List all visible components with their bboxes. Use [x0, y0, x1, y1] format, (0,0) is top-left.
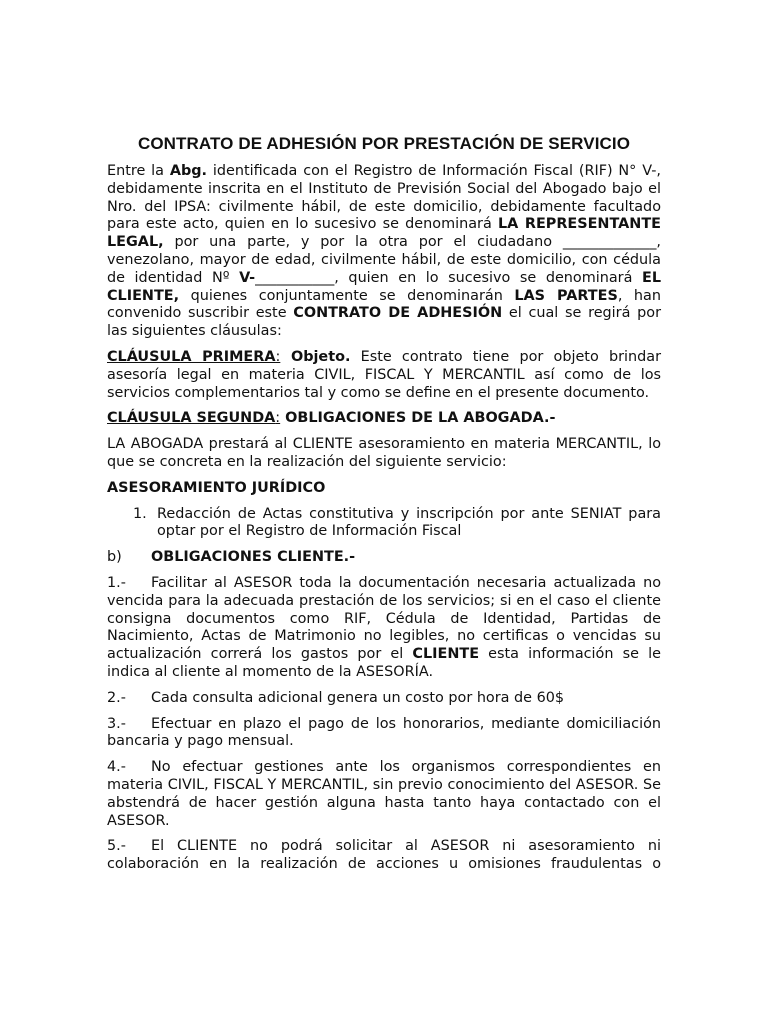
intro-bold: Abg.	[169, 163, 208, 179]
intro-text: ___________, quien en lo sucesivo se denominará	[255, 269, 642, 286]
clause-label: Objeto.	[280, 348, 351, 365]
obligation-number: 4.-	[107, 759, 126, 776]
obligation-3	[107, 716, 661, 752]
intro-text: por una parte, y por la otra por el ciudadano _____________, venezolano, mayor de edad, civilmente hábil, de este domicilio, con cédula de identidad Nº	[107, 234, 661, 286]
list-item-number: 1.	[133, 505, 147, 522]
intro-paragraph	[107, 163, 661, 341]
intro-bold: EL CLIENTE,	[107, 269, 662, 304]
obligation-number: 5.-	[107, 838, 126, 855]
clause-label: OBLIGACIONES DE LA ABOGADA.-	[280, 410, 556, 427]
intro-text: , han convenido suscribir este	[107, 287, 661, 322]
obligation-number: 1.-	[107, 574, 126, 591]
intro-text: quienes conjuntamente se denominarán	[179, 287, 515, 304]
list-item-text: Redacción de Actas constitutiva y inscripción por ante SENIAT para optar por el Registro de Información Fiscal	[157, 505, 661, 540]
obligation-text: Facilitar al ASESOR toda la documentación necesaria actualizada no vencida para la adecuada prestación de los servicios; si en el caso el cliente consigna documentos como RIF, Cédula de Identidad, Partidas de Nacimiento, Actas de Matrimonio no legibles, no certificas o vencidas su actualización correrá los gastos por el	[107, 574, 661, 663]
obligation-number: 2.-	[107, 689, 126, 706]
obligation-1	[107, 575, 661, 682]
obligation-text: Efectuar en plazo el pago de los honorarios, mediante domiciliación bancaria y pago mensual.	[107, 715, 661, 750]
intro-text: el cual se regirá por las siguientes cláusulas:	[107, 305, 661, 340]
obligation-text: El CLIENTE no podrá solicitar al ASESOR ni asesoramiento ni colaboración en la realización de acciones u omisiones fraudulentas o	[107, 838, 661, 873]
document-title: CONTRATO DE ADHESIÓN POR PRESTACIÓN DE SERVICIO	[137, 134, 631, 153]
clause-text: Este contrato tiene por objeto brindar asesoría legal en materia CIVIL, FISCAL Y MERCANTIL así como de los servicios complementarios tal y como se define en el presente documento.	[107, 348, 661, 401]
section-b	[107, 549, 661, 567]
clause-heading: CLÁUSULA PRIMERA	[107, 348, 276, 365]
obligation-2	[107, 690, 661, 708]
list-item	[107, 506, 661, 542]
clause-colon: :	[275, 348, 281, 365]
abogada-paragraph: LA ABOGADA prestará al CLIENTE asesoramiento en materia MERCANTIL, lo que se concreta en la realización del siguiente servicio:	[107, 436, 661, 470]
obligation-text: Cada consulta adicional genera un costo por hora de 60$	[151, 689, 565, 706]
section-heading	[107, 480, 661, 498]
clause-primera	[107, 349, 661, 402]
clause-segunda	[107, 410, 661, 428]
obligation-text: esta información se le indica al cliente al momento de la ASESORÍA.	[107, 646, 661, 680]
intro-bold: LA REPRESENTANTE LEGAL,	[107, 216, 661, 251]
intro-bold: CONTRATO DE ADHESIÓN	[293, 305, 503, 322]
intro-text: Entre la	[107, 163, 170, 179]
obligation-number: 3.-	[107, 715, 126, 732]
obligation-text: No efectuar gestiones ante los organismos correspondientes en materia CIVIL, FISCAL Y MERCANTIL, sin previo conocimiento del ASESOR. Se abstendrá de hacer gestión alguna hasta tanto haya contactado con el ASESOR.	[107, 759, 661, 829]
section-b-label: b)	[107, 549, 122, 566]
service-list	[107, 506, 661, 542]
clause-heading: CLÁUSULA SEGUNDA	[107, 410, 276, 427]
section-b-heading: OBLIGACIONES CLIENTE.-	[151, 549, 356, 566]
section-heading-text: ASESORAMIENTO JURÍDICO	[107, 479, 326, 496]
document-body	[107, 163, 661, 882]
intro-bold: V-	[239, 269, 256, 286]
intro-text: identificada con el Registro de Información Fiscal (RIF) N° V-, debidamente inscrita en el Instituto de Previsión Social del Abogado bajo el Nro. del IPSA: civilmente hábil, de este domicilio, debidamente facultado para este acto, quien en lo sucesivo se denominará	[107, 163, 661, 233]
clause-colon: :	[275, 410, 281, 427]
obligation-bold: CLIENTE	[412, 646, 480, 663]
intro-bold: LAS PARTES	[514, 287, 618, 304]
obligation-4	[107, 759, 661, 830]
obligation-5	[107, 838, 661, 874]
